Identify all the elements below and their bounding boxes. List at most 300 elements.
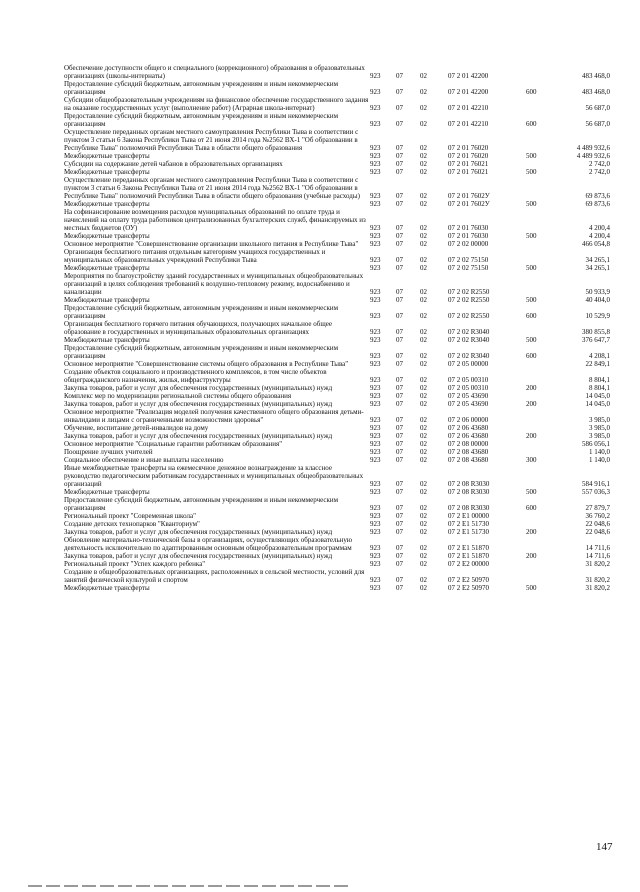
row-gr-code-cell: 923 [370, 400, 381, 408]
table-row [64, 552, 610, 560]
table-row [64, 248, 610, 264]
table-row [64, 536, 610, 552]
row-gr-code-cell: 923 [370, 144, 381, 152]
row-expense-type-cell [526, 360, 550, 368]
row-subsection-code-cell: 02 [420, 152, 427, 160]
row-amount-cell: 2 742,0 [589, 160, 610, 168]
row-gr-code-cell: 923 [370, 312, 381, 320]
row-expense-type-cell: 500 [526, 264, 537, 272]
row-target-article-cell: 07 2 08 R3030 [448, 480, 490, 488]
row-subsection-code-cell: 02 [420, 288, 427, 296]
row-subsection-code-cell: 02 [420, 352, 427, 360]
row-section-code-cell: 07 [396, 560, 403, 568]
row-subsection-code-cell: 02 [420, 504, 427, 512]
row-amount-cell: 14 045,0 [585, 400, 610, 408]
row-target-article-cell: 07 2 02 75150 [448, 264, 489, 272]
row-section-code-cell: 07 [396, 432, 403, 440]
row-section-code-cell: 07 [396, 488, 403, 496]
row-section-code-cell: 07 [396, 480, 403, 488]
row-name-cell: Поощрение лучших учителей [64, 448, 153, 456]
table-row [64, 112, 610, 128]
row-name-cell: Закупка товаров, работ и услуг для обеспечения государственных (муниципальных) нужд [64, 528, 333, 536]
row-expense-type-cell: 200 [526, 432, 537, 440]
row-amount-cell: 2 742,0 [589, 168, 610, 176]
row-expense-type-cell [526, 536, 550, 552]
row-gr-code-cell: 923 [370, 448, 381, 456]
row-expense-type-cell: 200 [526, 384, 537, 392]
row-name-cell: Субсидии на содержание детей чабанов в образовательных организациях [64, 160, 283, 168]
row-name-cell: Основное мероприятие "Совершенствование организации школьного питания в Республике Тыва" [64, 240, 359, 248]
row-target-article-cell: 07 2 08 43680 [448, 448, 489, 456]
row-subsection-code-cell: 02 [420, 528, 427, 536]
row-gr-code-cell: 923 [370, 488, 381, 496]
row-amount-cell: 586 056,1 [582, 440, 610, 448]
row-section-code-cell: 07 [396, 584, 403, 592]
row-subsection-code-cell: 02 [420, 296, 427, 304]
row-name-cell: Закупка товаров, работ и услуг для обеспечения государственных (муниципальных) нужд [64, 552, 333, 560]
table-row [64, 368, 610, 384]
row-amount-cell: 4 489 932,6 [576, 152, 610, 160]
row-expense-type-cell: 200 [526, 400, 537, 408]
table-row [64, 408, 610, 424]
row-subsection-code-cell: 02 [420, 256, 427, 264]
row-section-code-cell: 07 [396, 552, 403, 560]
row-expense-type-cell [526, 320, 550, 336]
row-name-cell: Межбюджетные трансферты [64, 152, 150, 160]
row-amount-cell: 34 265,1 [585, 256, 610, 264]
row-gr-code-cell: 923 [370, 200, 381, 208]
row-amount-cell: 3 985,0 [589, 424, 610, 432]
row-name-cell: На софинансирование возмещения расходов муниципальных образований по оплате труда и начислений на оплату труда работников централизованных бухгалтерских служб, финансируемых из местных бюджетов (ОУ) [64, 208, 366, 232]
row-subsection-code-cell: 02 [420, 448, 427, 456]
budget-table [64, 64, 610, 592]
row-name-cell: Межбюджетные трансферты [64, 336, 150, 344]
row-gr-code-cell: 923 [370, 584, 381, 592]
row-subsection-code-cell: 02 [420, 72, 427, 80]
row-section-code-cell: 07 [396, 352, 403, 360]
row-name-cell: Закупка товаров, работ и услуг для обеспечения государственных (муниципальных) нужд [64, 384, 333, 392]
row-expense-type-cell: 600 [526, 504, 537, 512]
row-amount-cell: 466 054,8 [582, 240, 610, 248]
table-row [64, 232, 610, 240]
row-subsection-code-cell: 02 [420, 512, 427, 520]
row-expense-type-cell: 500 [526, 488, 537, 496]
row-expense-type-cell [526, 176, 550, 200]
table-row [64, 264, 610, 272]
table-row [64, 336, 610, 344]
row-target-article-cell: 07 2 08 R3030 [448, 488, 490, 496]
row-amount-cell: 40 404,0 [585, 296, 610, 304]
row-subsection-code-cell: 02 [420, 544, 427, 552]
row-name-cell: Создание детских технопарков "Кванториум" [64, 520, 200, 528]
row-amount-cell: 483 468,0 [582, 72, 610, 80]
row-section-code-cell: 07 [396, 376, 403, 384]
table-row [64, 424, 610, 432]
row-expense-type-cell: 500 [526, 152, 537, 160]
row-subsection-code-cell: 02 [420, 328, 427, 336]
row-gr-code-cell: 923 [370, 504, 381, 512]
row-target-article-cell: 07 2 02 R2550 [448, 288, 490, 296]
row-expense-type-cell: 500 [526, 200, 537, 208]
row-expense-type-cell: 200 [526, 528, 537, 536]
row-name-cell: Предоставление субсидий бюджетным, автономным учреждениям и иным некоммерческим организациям [64, 304, 339, 320]
row-target-article-cell: 07 2 08 R3030 [448, 504, 490, 512]
table-row [64, 584, 610, 592]
row-subsection-code-cell: 02 [420, 584, 427, 592]
row-target-article-cell: 07 2 02 R3040 [448, 352, 490, 360]
row-target-article-cell: 07 2 06 43680 [448, 424, 489, 432]
footer-divider [28, 885, 348, 887]
row-section-code-cell: 07 [396, 312, 403, 320]
row-amount-cell: 27 879,7 [585, 504, 610, 512]
row-target-article-cell: 07 2 E2 50970 [448, 576, 490, 584]
row-expense-type-cell: 500 [526, 336, 537, 344]
row-target-article-cell: 07 2 E1 51730 [448, 520, 490, 528]
row-amount-cell: 10 529,9 [585, 312, 610, 320]
row-subsection-code-cell: 02 [420, 264, 427, 272]
row-expense-type-cell [526, 568, 550, 584]
row-target-article-cell: 07 2 08 00000 [448, 440, 489, 448]
row-amount-cell: 69 873,6 [585, 200, 610, 208]
row-expense-type-cell [526, 520, 550, 528]
row-subsection-code-cell: 02 [420, 88, 427, 96]
table-row [64, 384, 610, 392]
row-target-article-cell: 07 2 01 76021 [448, 168, 489, 176]
row-target-article-cell: 07 2 06 43680 [448, 432, 489, 440]
row-subsection-code-cell: 02 [420, 480, 427, 488]
row-amount-cell: 1 140,0 [589, 448, 610, 456]
row-subsection-code-cell: 02 [420, 456, 427, 464]
row-subsection-code-cell: 02 [420, 160, 427, 168]
row-name-cell: Межбюджетные трансферты [64, 232, 150, 240]
row-section-code-cell: 07 [396, 168, 403, 176]
row-name-cell: Предоставление субсидий бюджетным, автономным учреждениям и иным некоммерческим организациям [64, 496, 339, 512]
row-name-cell: Организация бесплатного питания отдельным категориям учащихся государственных и муниципальных образовательных учреждений Республики Тыва [64, 248, 326, 264]
row-name-cell: Обучение, воспитание детей-инвалидов на дому [64, 424, 209, 432]
row-section-code-cell: 07 [396, 544, 403, 552]
row-section-code-cell: 07 [396, 264, 403, 272]
row-name-cell: Предоставление субсидий бюджетным, автономным учреждениям и иным некоммерческим организациям [64, 80, 339, 96]
row-expense-type-cell [526, 392, 550, 400]
row-section-code-cell: 07 [396, 520, 403, 528]
row-amount-cell: 4 208,1 [589, 352, 610, 360]
row-expense-type-cell: 300 [526, 456, 537, 464]
row-gr-code-cell: 923 [370, 440, 381, 448]
row-target-article-cell: 07 2 01 7602У [448, 200, 490, 208]
row-section-code-cell: 07 [396, 152, 403, 160]
row-name-cell: Социальное обеспечение и иные выплаты населению [64, 456, 224, 464]
row-target-article-cell: 07 2 01 76030 [448, 224, 489, 232]
table-row [64, 568, 610, 584]
row-subsection-code-cell: 02 [420, 400, 427, 408]
row-name-cell: Предоставление субсидий бюджетным, автономным учреждениям и иным некоммерческим организациям [64, 344, 339, 360]
budget-table-body [64, 64, 610, 592]
row-subsection-code-cell: 02 [420, 104, 427, 112]
row-section-code-cell: 07 [396, 192, 403, 200]
row-subsection-code-cell: 02 [420, 440, 427, 448]
row-gr-code-cell: 923 [370, 336, 381, 344]
table-row [64, 512, 610, 520]
row-target-article-cell: 07 2 02 R2550 [448, 296, 490, 304]
row-section-code-cell: 07 [396, 392, 403, 400]
row-gr-code-cell: 923 [370, 424, 381, 432]
row-target-article-cell: 07 2 E2 50970 [448, 584, 490, 592]
row-subsection-code-cell: 02 [420, 360, 427, 368]
table-row [64, 392, 610, 400]
row-name-cell: Закупка товаров, работ и услуг для обеспечения государственных (муниципальных) нужд [64, 400, 333, 408]
row-subsection-code-cell: 02 [420, 200, 427, 208]
table-row [64, 208, 610, 232]
row-expense-type-cell [526, 512, 550, 520]
row-name-cell: Осуществление переданных органам местного самоуправления Республики Тыва в соответствии с пунктом 3 статьи 6 Закона Республики Тыва от 21 июня 2014 года №2562 ВХ-1 "Об образовании в Республике Тыва" полномочий Республики Тыва в области общего образования [64, 128, 359, 152]
row-amount-cell: 14 711,6 [585, 552, 610, 560]
row-subsection-code-cell: 02 [420, 384, 427, 392]
table-row [64, 176, 610, 200]
row-amount-cell: 584 916,1 [582, 480, 610, 488]
row-target-article-cell: 07 2 01 76020 [448, 144, 489, 152]
row-amount-cell: 56 687,0 [585, 120, 610, 128]
row-section-code-cell: 07 [396, 160, 403, 168]
row-section-code-cell: 07 [396, 120, 403, 128]
row-amount-cell: 8 804,1 [589, 384, 610, 392]
row-expense-type-cell: 600 [526, 88, 537, 96]
row-subsection-code-cell: 02 [420, 488, 427, 496]
row-gr-code-cell: 923 [370, 392, 381, 400]
row-name-cell: Организация бесплатного горячего питания обучающихся, получающих начальное общее образование в государственных и муниципальных образовательных организациях [64, 320, 332, 336]
row-amount-cell: 4 489 932,6 [576, 144, 610, 152]
row-amount-cell: 14 045,0 [585, 392, 610, 400]
row-section-code-cell: 07 [396, 336, 403, 344]
row-gr-code-cell: 923 [370, 480, 381, 488]
row-expense-type-cell: 500 [526, 296, 537, 304]
row-subsection-code-cell: 02 [420, 416, 427, 424]
row-subsection-code-cell: 02 [420, 232, 427, 240]
table-row [64, 240, 610, 248]
row-name-cell: Основное мероприятие "Совершенствование системы общего образования в Республике Тыва" [64, 360, 349, 368]
row-amount-cell: 31 820,2 [585, 560, 610, 568]
row-section-code-cell: 07 [396, 512, 403, 520]
row-section-code-cell: 07 [396, 200, 403, 208]
row-name-cell: Межбюджетные трансферты [64, 488, 150, 496]
row-subsection-code-cell: 02 [420, 192, 427, 200]
row-gr-code-cell: 923 [370, 264, 381, 272]
row-gr-code-cell: 923 [370, 376, 381, 384]
row-name-cell: Основное мероприятие "Социальные гарантии работникам образования" [64, 440, 283, 448]
row-gr-code-cell: 923 [370, 384, 381, 392]
table-row [64, 456, 610, 464]
row-expense-type-cell: 500 [526, 168, 537, 176]
table-row [64, 520, 610, 528]
row-expense-type-cell: 200 [526, 552, 537, 560]
row-amount-cell: 14 711,6 [585, 544, 610, 552]
row-gr-code-cell: 923 [370, 256, 381, 264]
row-subsection-code-cell: 02 [420, 376, 427, 384]
row-subsection-code-cell: 02 [420, 168, 427, 176]
row-section-code-cell: 07 [396, 440, 403, 448]
row-subsection-code-cell: 02 [420, 312, 427, 320]
row-subsection-code-cell: 02 [420, 576, 427, 584]
row-target-article-cell: 07 2 01 42200 [448, 72, 489, 80]
row-subsection-code-cell: 02 [420, 120, 427, 128]
row-name-cell: Региональный проект "Современная школа" [64, 512, 196, 520]
row-section-code-cell: 07 [396, 224, 403, 232]
row-name-cell: Создание объектов социального и производственного комплексов, в том числе объектов общегражданского назначения, жилья, инфраструктуры [64, 368, 327, 384]
row-amount-cell: 50 933,9 [585, 288, 610, 296]
row-expense-type-cell [526, 408, 550, 424]
row-section-code-cell: 07 [396, 576, 403, 584]
table-row [64, 272, 610, 296]
table-row [64, 344, 610, 360]
row-amount-cell: 380 855,8 [582, 328, 610, 336]
row-expense-type-cell [526, 96, 550, 112]
row-amount-cell: 31 820,2 [585, 576, 610, 584]
row-target-article-cell: 07 2 E1 51870 [448, 544, 490, 552]
table-row [64, 448, 610, 456]
row-expense-type-cell [526, 560, 550, 568]
row-amount-cell: 56 687,0 [585, 104, 610, 112]
row-target-article-cell: 07 2 01 42210 [448, 104, 489, 112]
row-amount-cell: 36 760,2 [585, 512, 610, 520]
row-expense-type-cell [526, 448, 550, 456]
row-gr-code-cell: 923 [370, 120, 381, 128]
row-gr-code-cell: 923 [370, 88, 381, 96]
row-section-code-cell: 07 [396, 232, 403, 240]
row-gr-code-cell: 923 [370, 352, 381, 360]
table-row [64, 320, 610, 336]
row-expense-type-cell [526, 160, 550, 168]
row-gr-code-cell: 923 [370, 576, 381, 584]
row-target-article-cell: 07 2 E1 00000 [448, 512, 490, 520]
row-subsection-code-cell: 02 [420, 392, 427, 400]
row-expense-type-cell [526, 64, 550, 80]
row-expense-type-cell [526, 464, 550, 488]
row-expense-type-cell [526, 440, 550, 448]
row-target-article-cell: 07 2 02 R2550 [448, 312, 490, 320]
row-gr-code-cell: 923 [370, 416, 381, 424]
row-gr-code-cell: 923 [370, 328, 381, 336]
table-row [64, 464, 610, 488]
row-gr-code-cell: 923 [370, 296, 381, 304]
table-row [64, 400, 610, 408]
row-name-cell: Мероприятия по благоустройству зданий государственных и муниципальных общеобразовательных организаций в целях соблюдения требований к воздушно-тепловому режиму, водоснабжению и канализации [64, 272, 364, 296]
row-section-code-cell: 07 [396, 528, 403, 536]
row-section-code-cell: 07 [396, 384, 403, 392]
row-name-cell: Межбюджетные трансферты [64, 168, 150, 176]
table-row [64, 304, 610, 320]
row-amount-cell: 3 985,0 [589, 416, 610, 424]
row-target-article-cell: 07 2 02 R3040 [448, 336, 490, 344]
row-amount-cell: 376 647,7 [582, 336, 610, 344]
row-subsection-code-cell: 02 [420, 520, 427, 528]
row-name-cell: Межбюджетные трансферты [64, 296, 150, 304]
row-section-code-cell: 07 [396, 424, 403, 432]
row-section-code-cell: 07 [396, 104, 403, 112]
row-section-code-cell: 07 [396, 256, 403, 264]
table-row [64, 80, 610, 96]
row-expense-type-cell [526, 208, 550, 232]
row-gr-code-cell: 923 [370, 512, 381, 520]
row-section-code-cell: 07 [396, 448, 403, 456]
row-target-article-cell: 07 2 08 43680 [448, 456, 489, 464]
row-expense-type-cell: 600 [526, 352, 537, 360]
row-target-article-cell: 07 2 02 00000 [448, 240, 489, 248]
table-row [64, 168, 610, 176]
row-target-article-cell: 07 2 01 42210 [448, 120, 489, 128]
row-amount-cell: 483 468,0 [582, 88, 610, 96]
row-expense-type-cell [526, 248, 550, 264]
row-expense-type-cell [526, 240, 550, 248]
row-name-cell: Иные межбюджетные трансферты на ежемесячное денежное вознаграждение за классное руководство педагогическим работникам государственных и муниципальных общеобразовательных организаций [64, 464, 364, 488]
row-section-code-cell: 07 [396, 72, 403, 80]
row-gr-code-cell: 923 [370, 240, 381, 248]
row-amount-cell: 1 140,0 [589, 456, 610, 464]
row-section-code-cell: 07 [396, 416, 403, 424]
row-target-article-cell: 07 2 E1 51870 [448, 552, 490, 560]
row-name-cell: Закупка товаров, работ и услуг для обеспечения государственных (муниципальных) нужд [64, 432, 333, 440]
row-amount-cell: 22 048,6 [585, 528, 610, 536]
row-target-article-cell: 07 2 E1 51730 [448, 528, 490, 536]
row-amount-cell: 4 200,4 [589, 224, 610, 232]
row-gr-code-cell: 923 [370, 528, 381, 536]
row-gr-code-cell: 923 [370, 224, 381, 232]
row-gr-code-cell: 923 [370, 104, 381, 112]
row-name-cell: Обновление материально-технической базы в организациях, осуществляющих образовательную деятельность исключительно по адаптированным основным общеобразовательным программам [64, 536, 353, 552]
row-gr-code-cell: 923 [370, 160, 381, 168]
table-row [64, 160, 610, 168]
table-row [64, 528, 610, 536]
row-name-cell: Обеспечение доступности общего и специального (коррекционного) образования в образовательных организациях (школы-интернаты) [64, 64, 365, 80]
row-expense-type-cell: 600 [526, 120, 537, 128]
table-row [64, 64, 610, 80]
row-gr-code-cell: 923 [370, 432, 381, 440]
table-row [64, 360, 610, 368]
row-name-cell: Межбюджетные трансферты [64, 584, 150, 592]
table-row [64, 200, 610, 208]
row-section-code-cell: 07 [396, 328, 403, 336]
table-row [64, 488, 610, 496]
row-target-article-cell: 07 2 05 00310 [448, 384, 489, 392]
row-section-code-cell: 07 [396, 400, 403, 408]
row-subsection-code-cell: 02 [420, 552, 427, 560]
row-subsection-code-cell: 02 [420, 144, 427, 152]
row-expense-type-cell: 500 [526, 232, 537, 240]
row-subsection-code-cell: 02 [420, 424, 427, 432]
row-expense-type-cell: 600 [526, 312, 537, 320]
row-target-article-cell: 07 2 01 76030 [448, 232, 489, 240]
row-amount-cell: 34 265,1 [585, 264, 610, 272]
table-row [64, 96, 610, 112]
row-amount-cell: 8 804,1 [589, 376, 610, 384]
row-gr-code-cell: 923 [370, 72, 381, 80]
row-section-code-cell: 07 [396, 240, 403, 248]
row-expense-type-cell [526, 368, 550, 384]
row-gr-code-cell: 923 [370, 192, 381, 200]
row-target-article-cell: 07 2 01 76021 [448, 160, 489, 168]
row-expense-type-cell [526, 128, 550, 152]
row-subsection-code-cell: 02 [420, 336, 427, 344]
table-row [64, 560, 610, 568]
row-gr-code-cell: 923 [370, 520, 381, 528]
row-name-cell: Осуществление переданных органам местного самоуправления Республики Тыва в соответствии с пунктом 3 статьи 6 Закона Республики Тыва от 21 июня 2014 года №2562 ВХ-1 "Об образовании в Республике Тыва" полномочий Республики Тыва в области общего образования (учебные расходы) [64, 176, 360, 200]
table-row [64, 496, 610, 512]
row-target-article-cell: 07 2 E2 00000 [448, 560, 490, 568]
row-section-code-cell: 07 [396, 288, 403, 296]
row-subsection-code-cell: 02 [420, 224, 427, 232]
row-target-article-cell: 07 2 06 00000 [448, 416, 489, 424]
row-expense-type-cell [526, 272, 550, 296]
table-row [64, 440, 610, 448]
row-subsection-code-cell: 02 [420, 432, 427, 440]
